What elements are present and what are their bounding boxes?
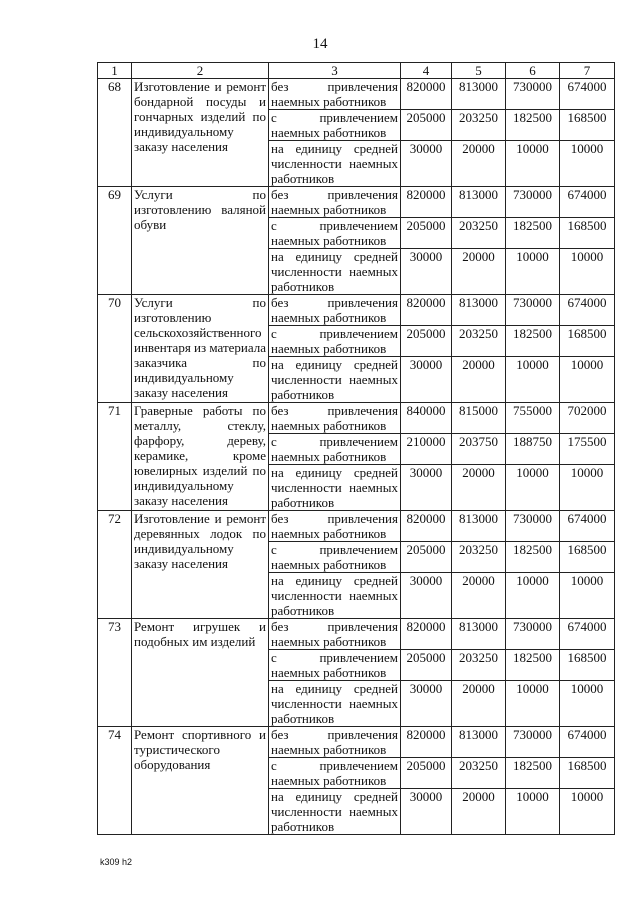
value-cell-6: 755000 — [506, 403, 560, 434]
service-name: Услуги по изготовлению сельскохозяйственного инвентаря из материала заказчика по индивидуальному заказу населения — [132, 295, 269, 403]
footer-code: k309 h2 — [100, 857, 133, 867]
value-cell-4: 205000 — [401, 326, 452, 357]
value-cell-4: 210000 — [401, 434, 452, 465]
value-cell-6: 730000 — [506, 295, 560, 326]
value-cell-7: 168500 — [560, 218, 615, 249]
value-cell-5: 20000 — [452, 357, 506, 403]
value-cell-4: 205000 — [401, 542, 452, 573]
table-row — [98, 511, 615, 542]
service-name: Граверные работы по металлу, стеклу, фарфору, дереву, керамике, кроме ювелирных изделий по индивидуальному заказу населения — [132, 403, 269, 511]
value-cell-5: 815000 — [452, 403, 506, 434]
condition-cell: на единицу средней численности наемных работников — [269, 249, 401, 295]
condition-cell: без привлечения наемных работников — [269, 619, 401, 650]
value-cell-4: 30000 — [401, 357, 452, 403]
value-cell-5: 20000 — [452, 789, 506, 835]
value-cell-5: 813000 — [452, 295, 506, 326]
value-cell-4: 30000 — [401, 249, 452, 295]
value-cell-7: 674000 — [560, 727, 615, 758]
value-cell-7: 10000 — [560, 573, 615, 619]
value-cell-6: 182500 — [506, 758, 560, 789]
value-cell-5: 203250 — [452, 110, 506, 141]
condition-cell: с привлечением наемных работников — [269, 218, 401, 249]
value-cell-6: 10000 — [506, 681, 560, 727]
value-cell-4: 205000 — [401, 110, 452, 141]
header-row — [98, 63, 615, 79]
header-cell-7: 7 — [560, 63, 615, 79]
header-cell-5: 5 — [452, 63, 506, 79]
value-cell-7: 674000 — [560, 619, 615, 650]
value-cell-7: 702000 — [560, 403, 615, 434]
page-number: 14 — [312, 36, 328, 52]
value-cell-4: 820000 — [401, 295, 452, 326]
value-cell-6: 182500 — [506, 218, 560, 249]
condition-cell: без привлечения наемных работников — [269, 79, 401, 110]
value-cell-7: 168500 — [560, 650, 615, 681]
value-cell-6: 730000 — [506, 187, 560, 218]
value-cell-6: 10000 — [506, 141, 560, 187]
value-cell-4: 205000 — [401, 650, 452, 681]
value-cell-5: 813000 — [452, 511, 506, 542]
value-cell-7: 168500 — [560, 326, 615, 357]
condition-cell: на единицу средней численности наемных работников — [269, 681, 401, 727]
row-number: 74 — [98, 727, 132, 835]
condition-cell: без привлечения наемных работников — [269, 403, 401, 434]
value-cell-7: 10000 — [560, 681, 615, 727]
value-cell-4: 30000 — [401, 141, 452, 187]
table-row — [98, 187, 615, 218]
condition-cell: без привлечения наемных работников — [269, 727, 401, 758]
service-name: Изготовление и ремонт бондарной посуды и гончарных изделий по индивидуальному заказу населения — [132, 79, 269, 187]
row-number: 68 — [98, 79, 132, 187]
table-row — [98, 295, 615, 326]
value-cell-6: 10000 — [506, 249, 560, 295]
table-row — [98, 403, 615, 434]
value-cell-4: 30000 — [401, 465, 452, 511]
value-cell-6: 188750 — [506, 434, 560, 465]
value-cell-6: 730000 — [506, 727, 560, 758]
value-cell-4: 820000 — [401, 187, 452, 218]
condition-cell: с привлечением наемных работников — [269, 758, 401, 789]
header-cell-2: 2 — [132, 63, 269, 79]
value-cell-5: 813000 — [452, 727, 506, 758]
value-cell-6: 10000 — [506, 465, 560, 511]
value-cell-7: 674000 — [560, 187, 615, 218]
row-number: 69 — [98, 187, 132, 295]
tariff-table — [97, 62, 615, 835]
value-cell-5: 813000 — [452, 619, 506, 650]
condition-cell: с привлечением наемных работников — [269, 110, 401, 141]
value-cell-5: 813000 — [452, 79, 506, 110]
value-cell-7: 10000 — [560, 789, 615, 835]
value-cell-5: 20000 — [452, 465, 506, 511]
value-cell-7: 168500 — [560, 110, 615, 141]
condition-cell: с привлечением наемных работников — [269, 542, 401, 573]
table-row — [98, 619, 615, 650]
value-cell-7: 10000 — [560, 141, 615, 187]
header-cell-4: 4 — [401, 63, 452, 79]
condition-cell: с привлечением наемных работников — [269, 650, 401, 681]
service-name: Ремонт спортивного и туристического оборудования — [132, 727, 269, 835]
value-cell-6: 182500 — [506, 650, 560, 681]
header-cell-6: 6 — [506, 63, 560, 79]
value-cell-6: 10000 — [506, 789, 560, 835]
value-cell-6: 730000 — [506, 79, 560, 110]
value-cell-7: 674000 — [560, 79, 615, 110]
value-cell-7: 168500 — [560, 542, 615, 573]
value-cell-6: 10000 — [506, 573, 560, 619]
value-cell-5: 813000 — [452, 187, 506, 218]
value-cell-6: 730000 — [506, 619, 560, 650]
value-cell-7: 10000 — [560, 249, 615, 295]
value-cell-4: 30000 — [401, 681, 452, 727]
value-cell-4: 30000 — [401, 789, 452, 835]
value-cell-5: 20000 — [452, 681, 506, 727]
value-cell-6: 10000 — [506, 357, 560, 403]
value-cell-5: 203250 — [452, 218, 506, 249]
condition-cell: с привлечением наемных работников — [269, 326, 401, 357]
value-cell-5: 20000 — [452, 141, 506, 187]
condition-cell: на единицу средней численности наемных работников — [269, 573, 401, 619]
value-cell-4: 820000 — [401, 727, 452, 758]
value-cell-4: 205000 — [401, 758, 452, 789]
row-number: 70 — [98, 295, 132, 403]
value-cell-7: 168500 — [560, 758, 615, 789]
value-cell-5: 203750 — [452, 434, 506, 465]
value-cell-4: 820000 — [401, 619, 452, 650]
value-cell-7: 10000 — [560, 465, 615, 511]
value-cell-6: 182500 — [506, 326, 560, 357]
condition-cell: без привлечения наемных работников — [269, 511, 401, 542]
condition-cell: без привлечения наемных работников — [269, 295, 401, 326]
value-cell-6: 182500 — [506, 542, 560, 573]
value-cell-6: 182500 — [506, 110, 560, 141]
condition-cell: на единицу средней численности наемных работников — [269, 357, 401, 403]
value-cell-5: 203250 — [452, 758, 506, 789]
value-cell-4: 820000 — [401, 511, 452, 542]
header-cell-1: 1 — [98, 63, 132, 79]
value-cell-5: 20000 — [452, 249, 506, 295]
value-cell-6: 730000 — [506, 511, 560, 542]
table-row — [98, 727, 615, 758]
value-cell-7: 10000 — [560, 357, 615, 403]
value-cell-5: 203250 — [452, 542, 506, 573]
condition-cell: на единицу средней численности наемных работников — [269, 789, 401, 835]
service-name: Услуги по изготовлению валяной обуви — [132, 187, 269, 295]
value-cell-4: 30000 — [401, 573, 452, 619]
row-number: 72 — [98, 511, 132, 619]
value-cell-4: 820000 — [401, 79, 452, 110]
service-name: Изготовление и ремонт деревянных лодок по индивидуальному заказу населения — [132, 511, 269, 619]
value-cell-5: 203250 — [452, 326, 506, 357]
value-cell-4: 840000 — [401, 403, 452, 434]
condition-cell: на единицу средней численности наемных работников — [269, 141, 401, 187]
condition-cell: на единицу средней численности наемных работников — [269, 465, 401, 511]
row-number: 73 — [98, 619, 132, 727]
value-cell-5: 203250 — [452, 650, 506, 681]
value-cell-5: 20000 — [452, 573, 506, 619]
value-cell-7: 674000 — [560, 295, 615, 326]
value-cell-4: 205000 — [401, 218, 452, 249]
table-row — [98, 79, 615, 110]
condition-cell: с привлечением наемных работников — [269, 434, 401, 465]
row-number: 71 — [98, 403, 132, 511]
header-cell-3: 3 — [269, 63, 401, 79]
value-cell-7: 674000 — [560, 511, 615, 542]
service-name: Ремонт игрушек и подобных им изделий — [132, 619, 269, 727]
condition-cell: без привлечения наемных работников — [269, 187, 401, 218]
value-cell-7: 175500 — [560, 434, 615, 465]
